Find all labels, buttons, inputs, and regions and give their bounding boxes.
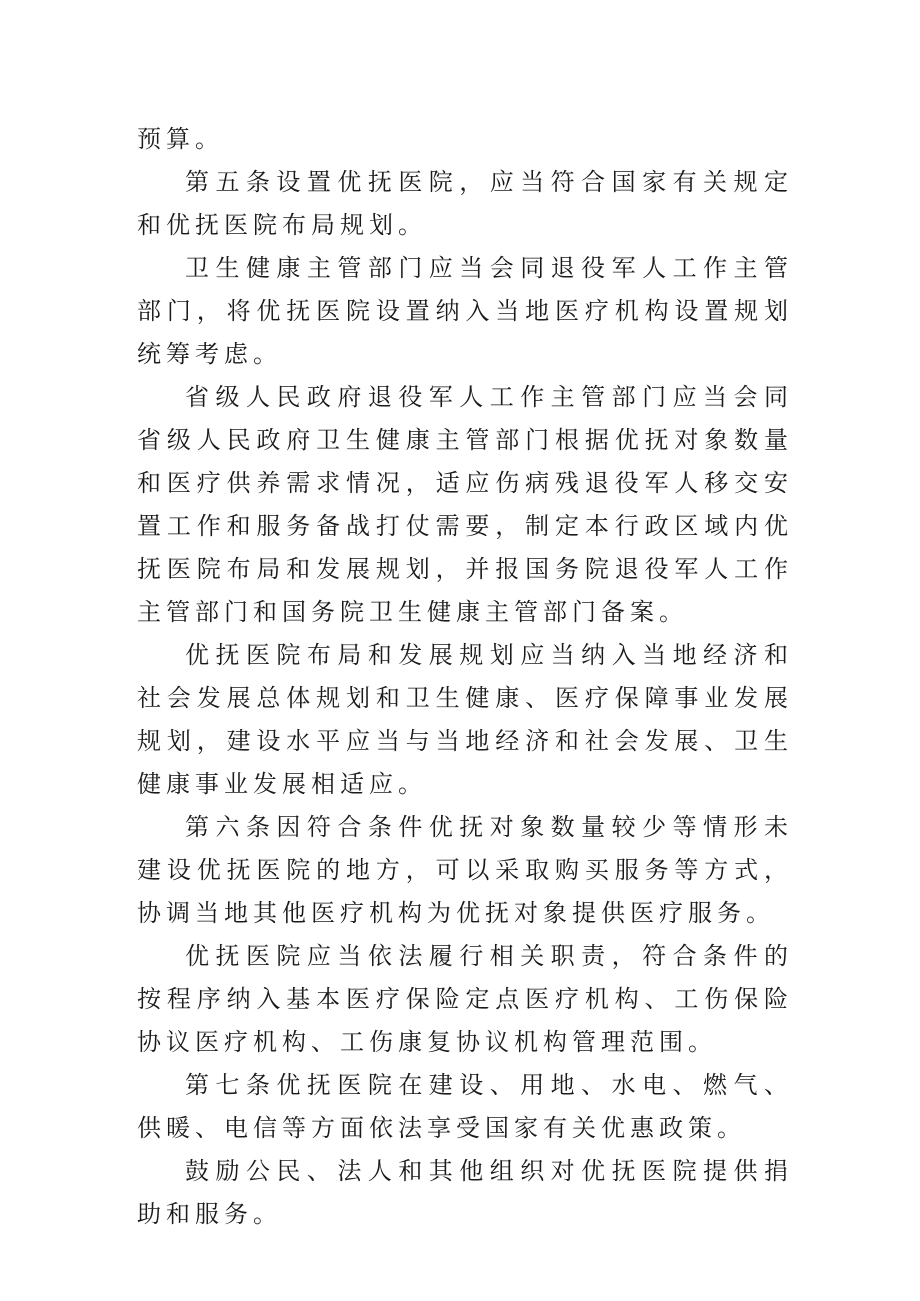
paragraph-duties: 优抚医院应当依法履行相关职责，符合条件的按程序纳入基本医疗保险定点医疗机构、工伤保险协议医疗机构、工伤康复协议机构管理范围。 [137, 942, 793, 1056]
paragraph-donations: 鼓励公民、法人和其他组织对优抚医院提供捐助和服务。 [137, 1157, 793, 1228]
paragraph-provincial-planning: 省级人民政府退役军人工作主管部门应当会同省级人民政府卫生健康主管部门根据优抚对象数量和医疗供养需求情况，适应伤病残退役军人移交安置工作和服务备战打仗需要，制定本行政区域内优抚医院布局和发展规划，并报国务院退役军人工作主管部门和国务院卫生健康主管部门备案。 [137, 383, 793, 626]
paragraph-article-7: 第七条优抚医院在建设、用地、水电、燃气、供暖、电信等方面依法享受国家有关优惠政策。 [137, 1071, 793, 1142]
paragraph-article-6: 第六条因符合条件优抚对象数量较少等情形未建设优抚医院的地方，可以采取购买服务等方式，协调当地其他医疗机构为优抚对象提供医疗服务。 [137, 813, 793, 927]
paragraph-continuation: 预算。 [137, 125, 224, 153]
document-body [137, 118, 793, 1236]
paragraph-development-planning: 优抚医院布局和发展规划应当纳入当地经济和社会发展总体规划和卫生健康、医疗保障事业发展规划，建设水平应当与当地经济和社会发展、卫生健康事业发展相适应。 [137, 641, 793, 798]
paragraph-article-5: 第五条设置优抚医院，应当符合国家有关规定和优抚医院布局规划。 [137, 168, 793, 239]
paragraph-health-dept: 卫生健康主管部门应当会同退役军人工作主管部门，将优抚医院设置纳入当地医疗机构设置规划统筹考虑。 [137, 254, 793, 368]
